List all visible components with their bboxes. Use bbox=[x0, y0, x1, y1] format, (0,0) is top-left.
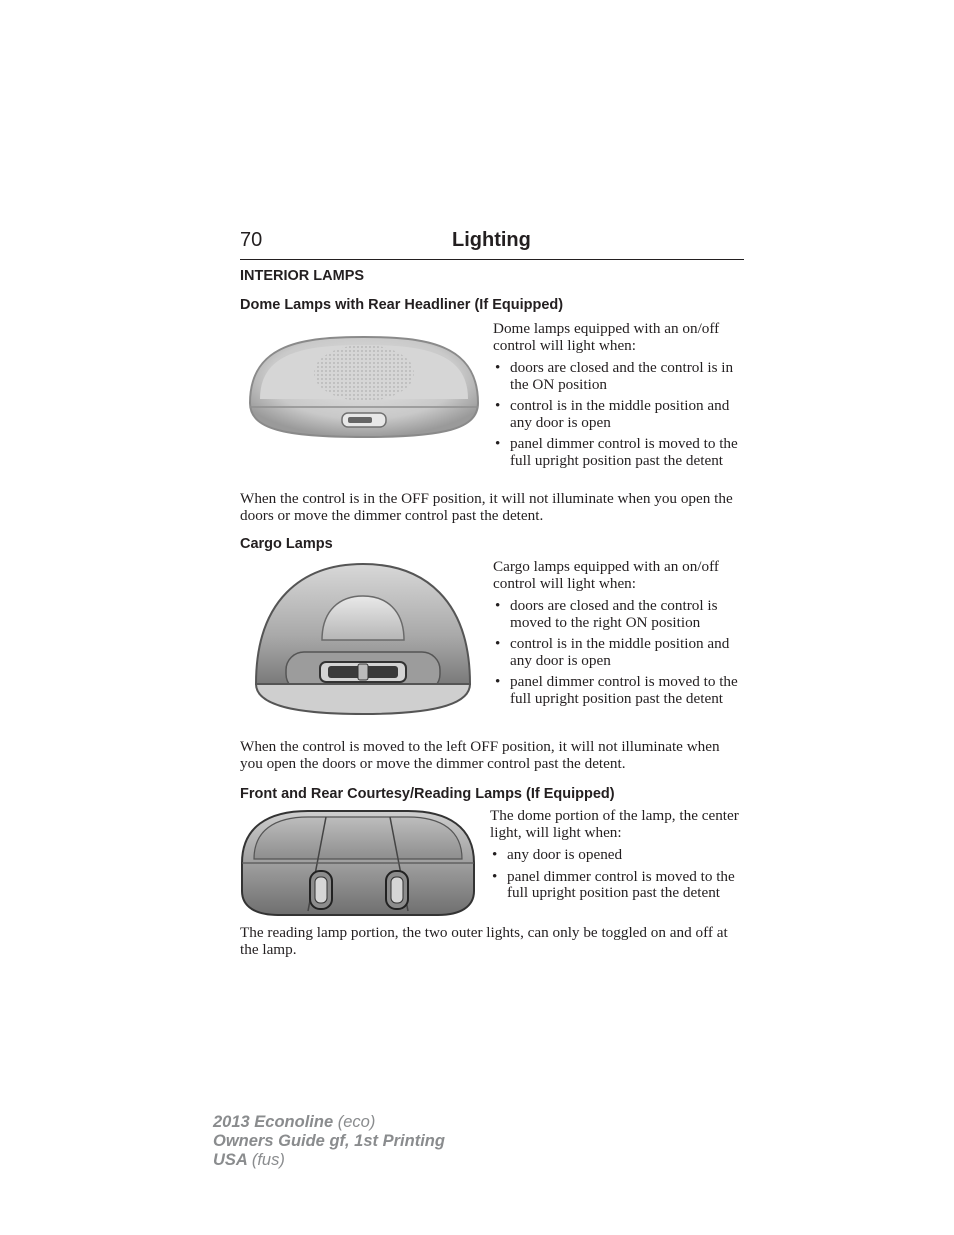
cargo-bullet: • control is in the middle position and any door is open bbox=[493, 636, 745, 669]
dome-intro: Dome lamps equipped with an on/off control will light when: bbox=[493, 320, 720, 354]
header-rule bbox=[240, 259, 744, 260]
cargo-heading: Cargo Lamps bbox=[240, 536, 333, 552]
courtesy-heading: Front and Rear Courtesy/Reading Lamps (If Equipped) bbox=[240, 786, 615, 802]
courtesy-intro: The dome portion of the lamp, the center light, will light when: bbox=[490, 807, 739, 841]
courtesy-bullet: • panel dimmer control is moved to the full upright position past the detent bbox=[490, 869, 742, 902]
dome-bullet: • doors are closed and the control is in the ON position bbox=[493, 360, 745, 393]
cargo-text bbox=[493, 559, 745, 712]
footer-market-code: (fus) bbox=[251, 1151, 285, 1169]
footer-market: USA bbox=[213, 1151, 248, 1169]
dome-bullet: • control is in the middle position and any door is open bbox=[493, 398, 745, 431]
cargo-bullet: • panel dimmer control is moved to the full upright position past the detent bbox=[493, 674, 745, 707]
cargo-after-text: When the control is moved to the left OFF position, it will not illuminate when you open the doors or move the dimmer control past the detent. bbox=[240, 738, 720, 772]
cargo-intro: Cargo lamps equipped with an on/off control will light when: bbox=[493, 558, 719, 592]
footer-line-2: Owners Guide gf, 1st Printing bbox=[213, 1132, 445, 1150]
section-title: INTERIOR LAMPS bbox=[240, 268, 365, 284]
courtesy-after-text: The reading lamp portion, the two outer lights, can only be toggled on and off at the lamp. bbox=[240, 924, 728, 958]
cargo-lamp-illustration bbox=[252, 560, 474, 720]
dome-heading: Dome Lamps with Rear Headliner (If Equipped) bbox=[240, 297, 564, 313]
dome-text bbox=[493, 321, 745, 474]
page-number: 70 bbox=[240, 229, 263, 251]
footer-line-1 bbox=[213, 1113, 445, 1132]
footer bbox=[213, 1113, 445, 1170]
dome-bullet: • panel dimmer control is moved to the full upright position past the detent bbox=[493, 436, 745, 469]
footer-line-3 bbox=[213, 1151, 445, 1170]
courtesy-text bbox=[490, 808, 742, 907]
footer-model: 2013 Econoline bbox=[213, 1113, 334, 1131]
cargo-bullet: • doors are closed and the control is moved to the right ON position bbox=[493, 598, 745, 631]
dome-lamp-illustration bbox=[244, 333, 484, 443]
courtesy-lamp-illustration bbox=[238, 807, 478, 919]
dome-after-text: When the control is in the OFF position, it will not illuminate when you open the doors or move the dimmer control past the detent. bbox=[240, 490, 733, 524]
courtesy-bullet: • any door is opened bbox=[490, 847, 742, 864]
footer-model-code: (eco) bbox=[337, 1113, 376, 1131]
chapter-title: Lighting bbox=[452, 229, 531, 251]
